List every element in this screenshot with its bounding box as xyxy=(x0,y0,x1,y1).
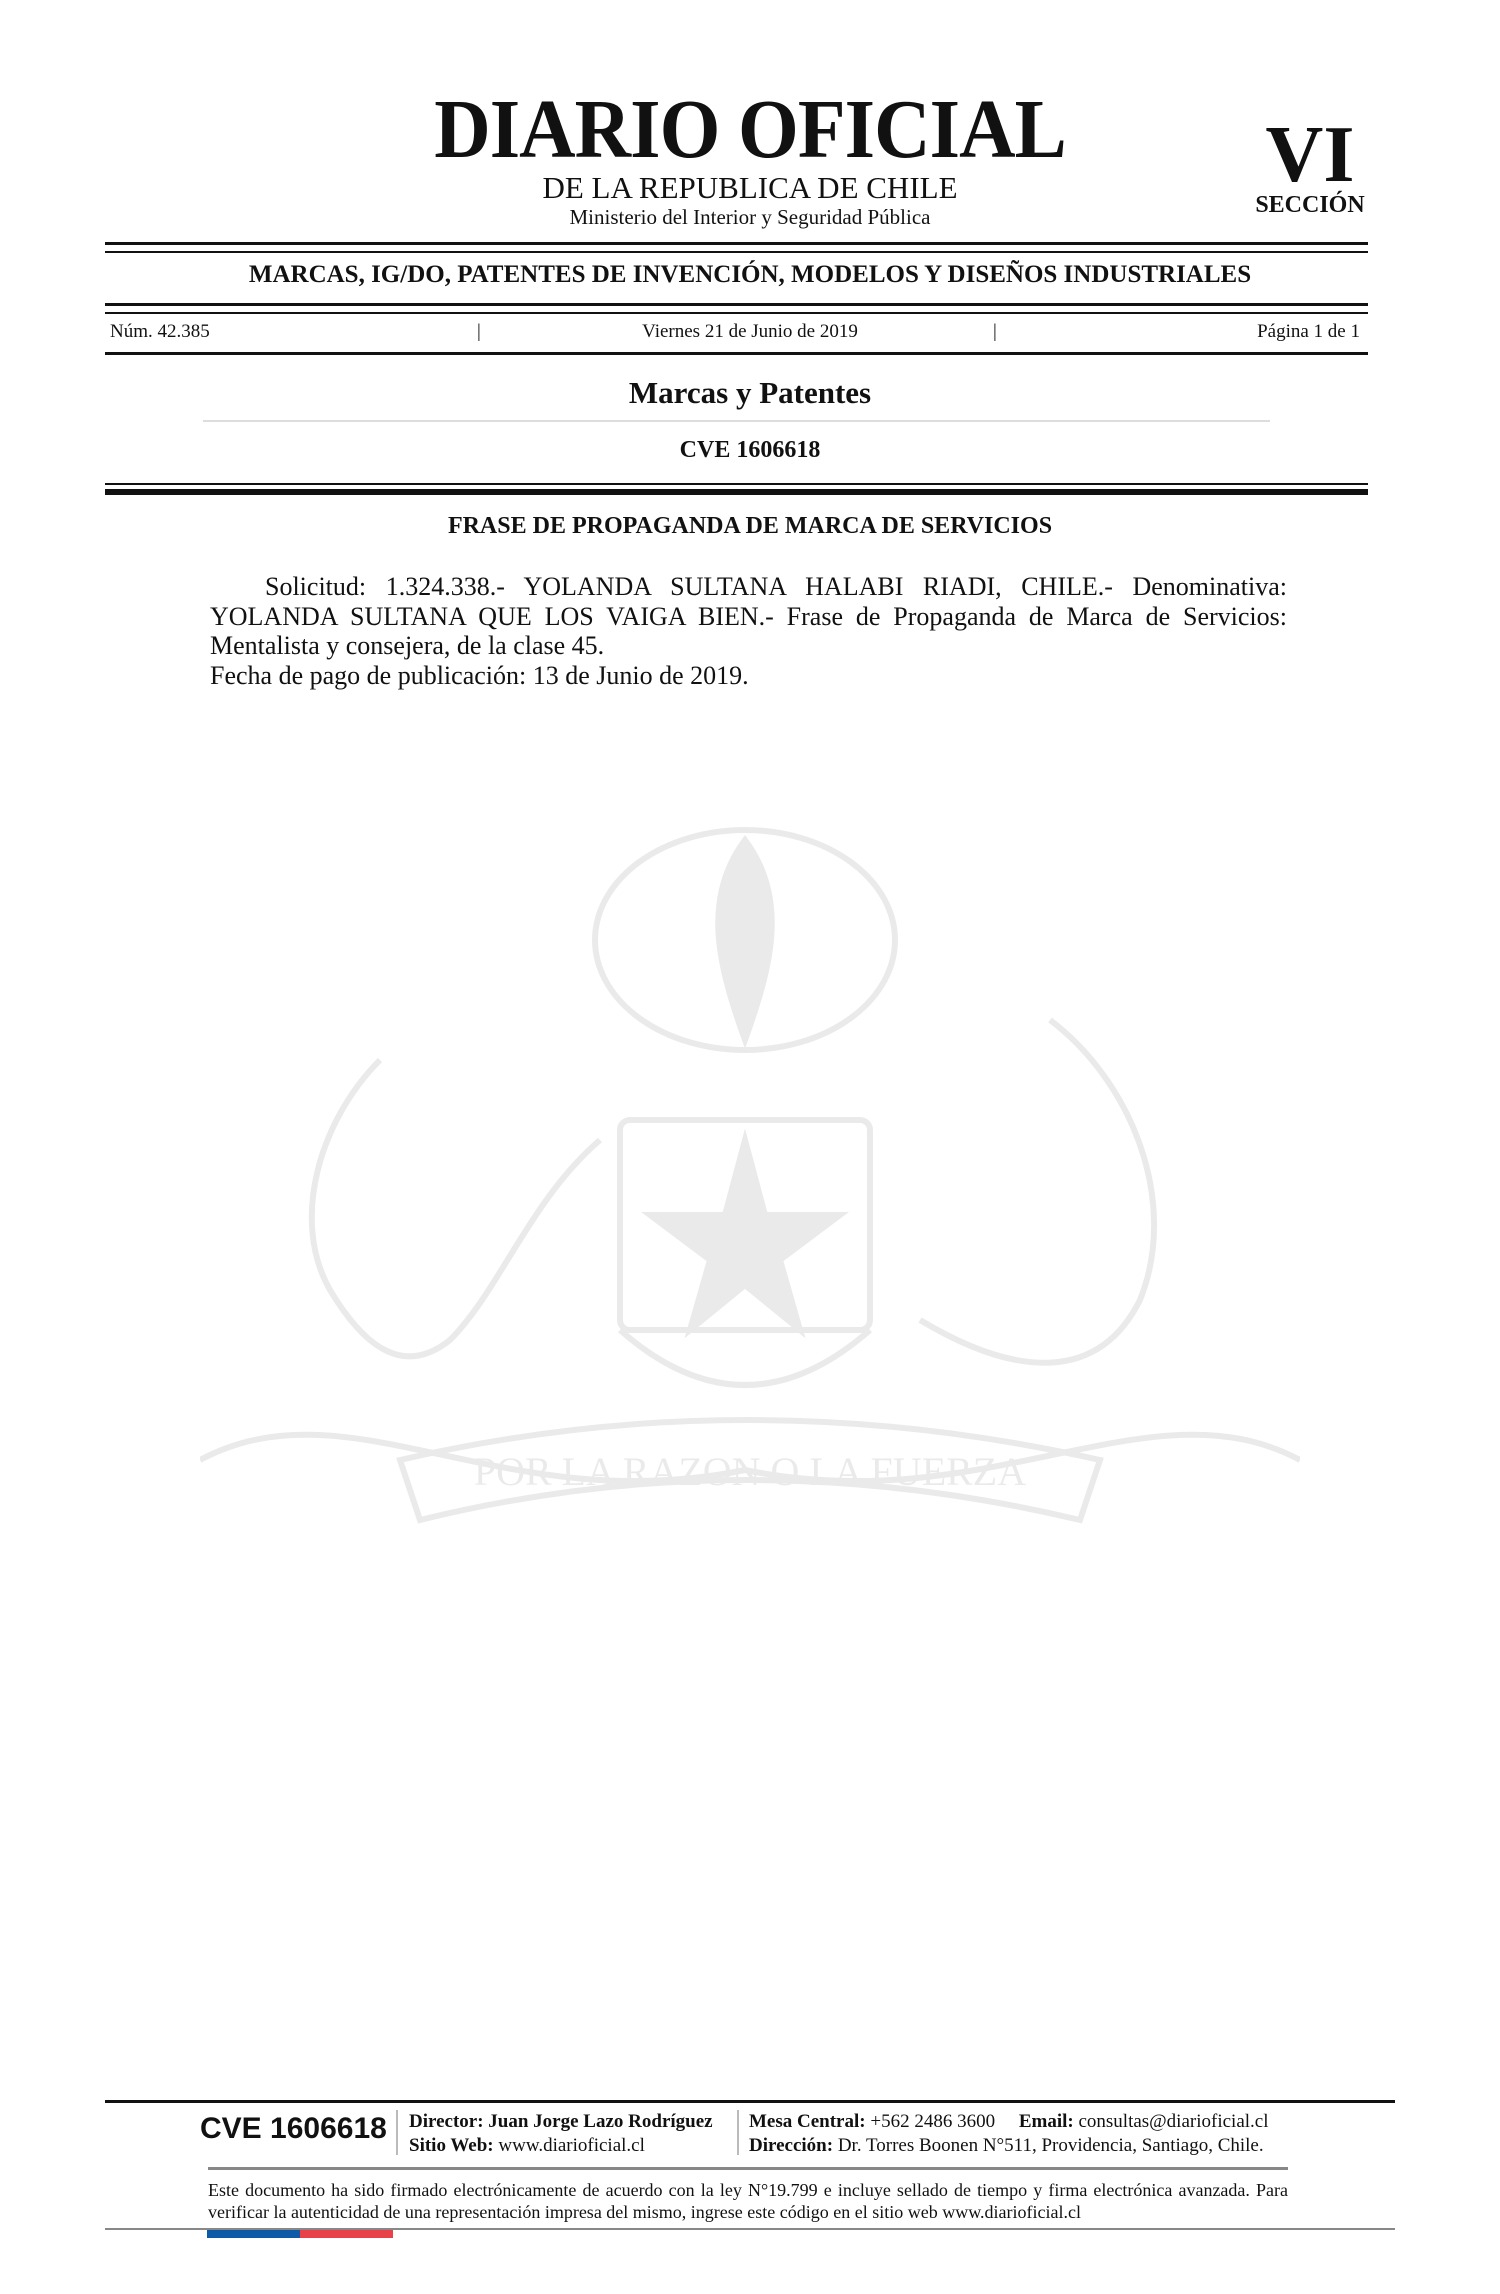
section-label: SECCIÓN xyxy=(1255,192,1365,218)
page-indicator: Página 1 de 1 xyxy=(1257,321,1360,342)
notice-heading: FRASE DE PROPAGANDA DE MARCA DE SERVICIOS xyxy=(447,513,1053,539)
web-label: Sitio Web: xyxy=(409,2135,494,2156)
separator: | xyxy=(477,321,481,342)
motto: POR LA RAZON O LA FUERZA xyxy=(473,1449,1027,1494)
notice-body xyxy=(210,572,1287,690)
divider xyxy=(737,2110,739,2155)
rule xyxy=(105,483,1368,485)
signature-disclaimer: Este documento ha sido firmado electrónicamente de acuerdo con la ley N°19.799 e incluye sellado de tiempo y firma electrónica avanzada. Para verificar la autenticidad de una representación impresa del mismo, ingrese este código en el sitio web www.diarioficial.cl xyxy=(208,2180,1288,2222)
flag-bar-red xyxy=(300,2230,393,2238)
category-title: Marcas y Patentes xyxy=(628,375,872,410)
coat-of-arms-watermark xyxy=(200,820,1300,1600)
rule xyxy=(105,312,1368,314)
section-title: MARCAS, IG/DO, PATENTES DE INVENCIÓN, MODELOS Y DISEÑOS INDUSTRIALES xyxy=(248,261,1252,288)
director-info xyxy=(409,2110,713,2158)
newspaper-subtitle: DE LA REPUBLICA DE CHILE xyxy=(542,170,958,205)
divider xyxy=(396,2110,398,2155)
address: Dr. Torres Boonen N°511, Providencia, Santiago, Chile. xyxy=(837,2135,1264,2156)
phone: +562 2486 3600 xyxy=(870,2111,996,2132)
ministry: Ministerio del Interior y Seguridad Pública xyxy=(569,205,931,229)
rule xyxy=(105,352,1368,355)
divider xyxy=(203,420,1270,422)
rule xyxy=(105,489,1368,495)
issue-date: Viernes 21 de Junio de 2019 xyxy=(642,321,858,342)
email-link[interactable]: consultas@diarioficial.cl xyxy=(1078,2111,1269,2132)
cve-code: CVE 1606618 xyxy=(679,437,821,463)
rule xyxy=(105,242,1368,245)
separator: | xyxy=(993,321,997,342)
payment-date: Fecha de pago de publicación: 13 de Junio de 2019. xyxy=(210,660,749,690)
web-link[interactable]: www.diarioficial.cl xyxy=(498,2135,645,2156)
flag-bar-blue xyxy=(207,2230,300,2238)
section-number: VI xyxy=(1265,111,1355,199)
email-label: Email: xyxy=(1018,2111,1074,2132)
contact-info xyxy=(749,2110,1269,2158)
footer-cve: CVE 1606618 xyxy=(200,2112,387,2145)
address-label: Dirección: xyxy=(749,2135,834,2156)
notice-paragraph: Solicitud: 1.324.338.- YOLANDA SULTANA HALABI RIADI, CHILE.- Denominativa: YOLANDA SULTANA QUE LOS VAIGA BIEN.- Frase de Propaganda de Marca de Servicios: Mentalista y consejera, de la clase 45. xyxy=(210,572,1287,660)
newspaper-title: DIARIO OFICIAL xyxy=(434,83,1066,176)
rule xyxy=(105,251,1368,253)
issue-number: Núm. 42.385 xyxy=(110,321,210,342)
footer-divider xyxy=(208,2167,1288,2170)
rule xyxy=(105,303,1368,306)
director-name: Juan Jorge Lazo Rodríguez xyxy=(488,2111,713,2132)
phone-label: Mesa Central: xyxy=(749,2111,866,2132)
director-label: Director: xyxy=(409,2111,484,2132)
footer-rule xyxy=(105,2100,1395,2103)
